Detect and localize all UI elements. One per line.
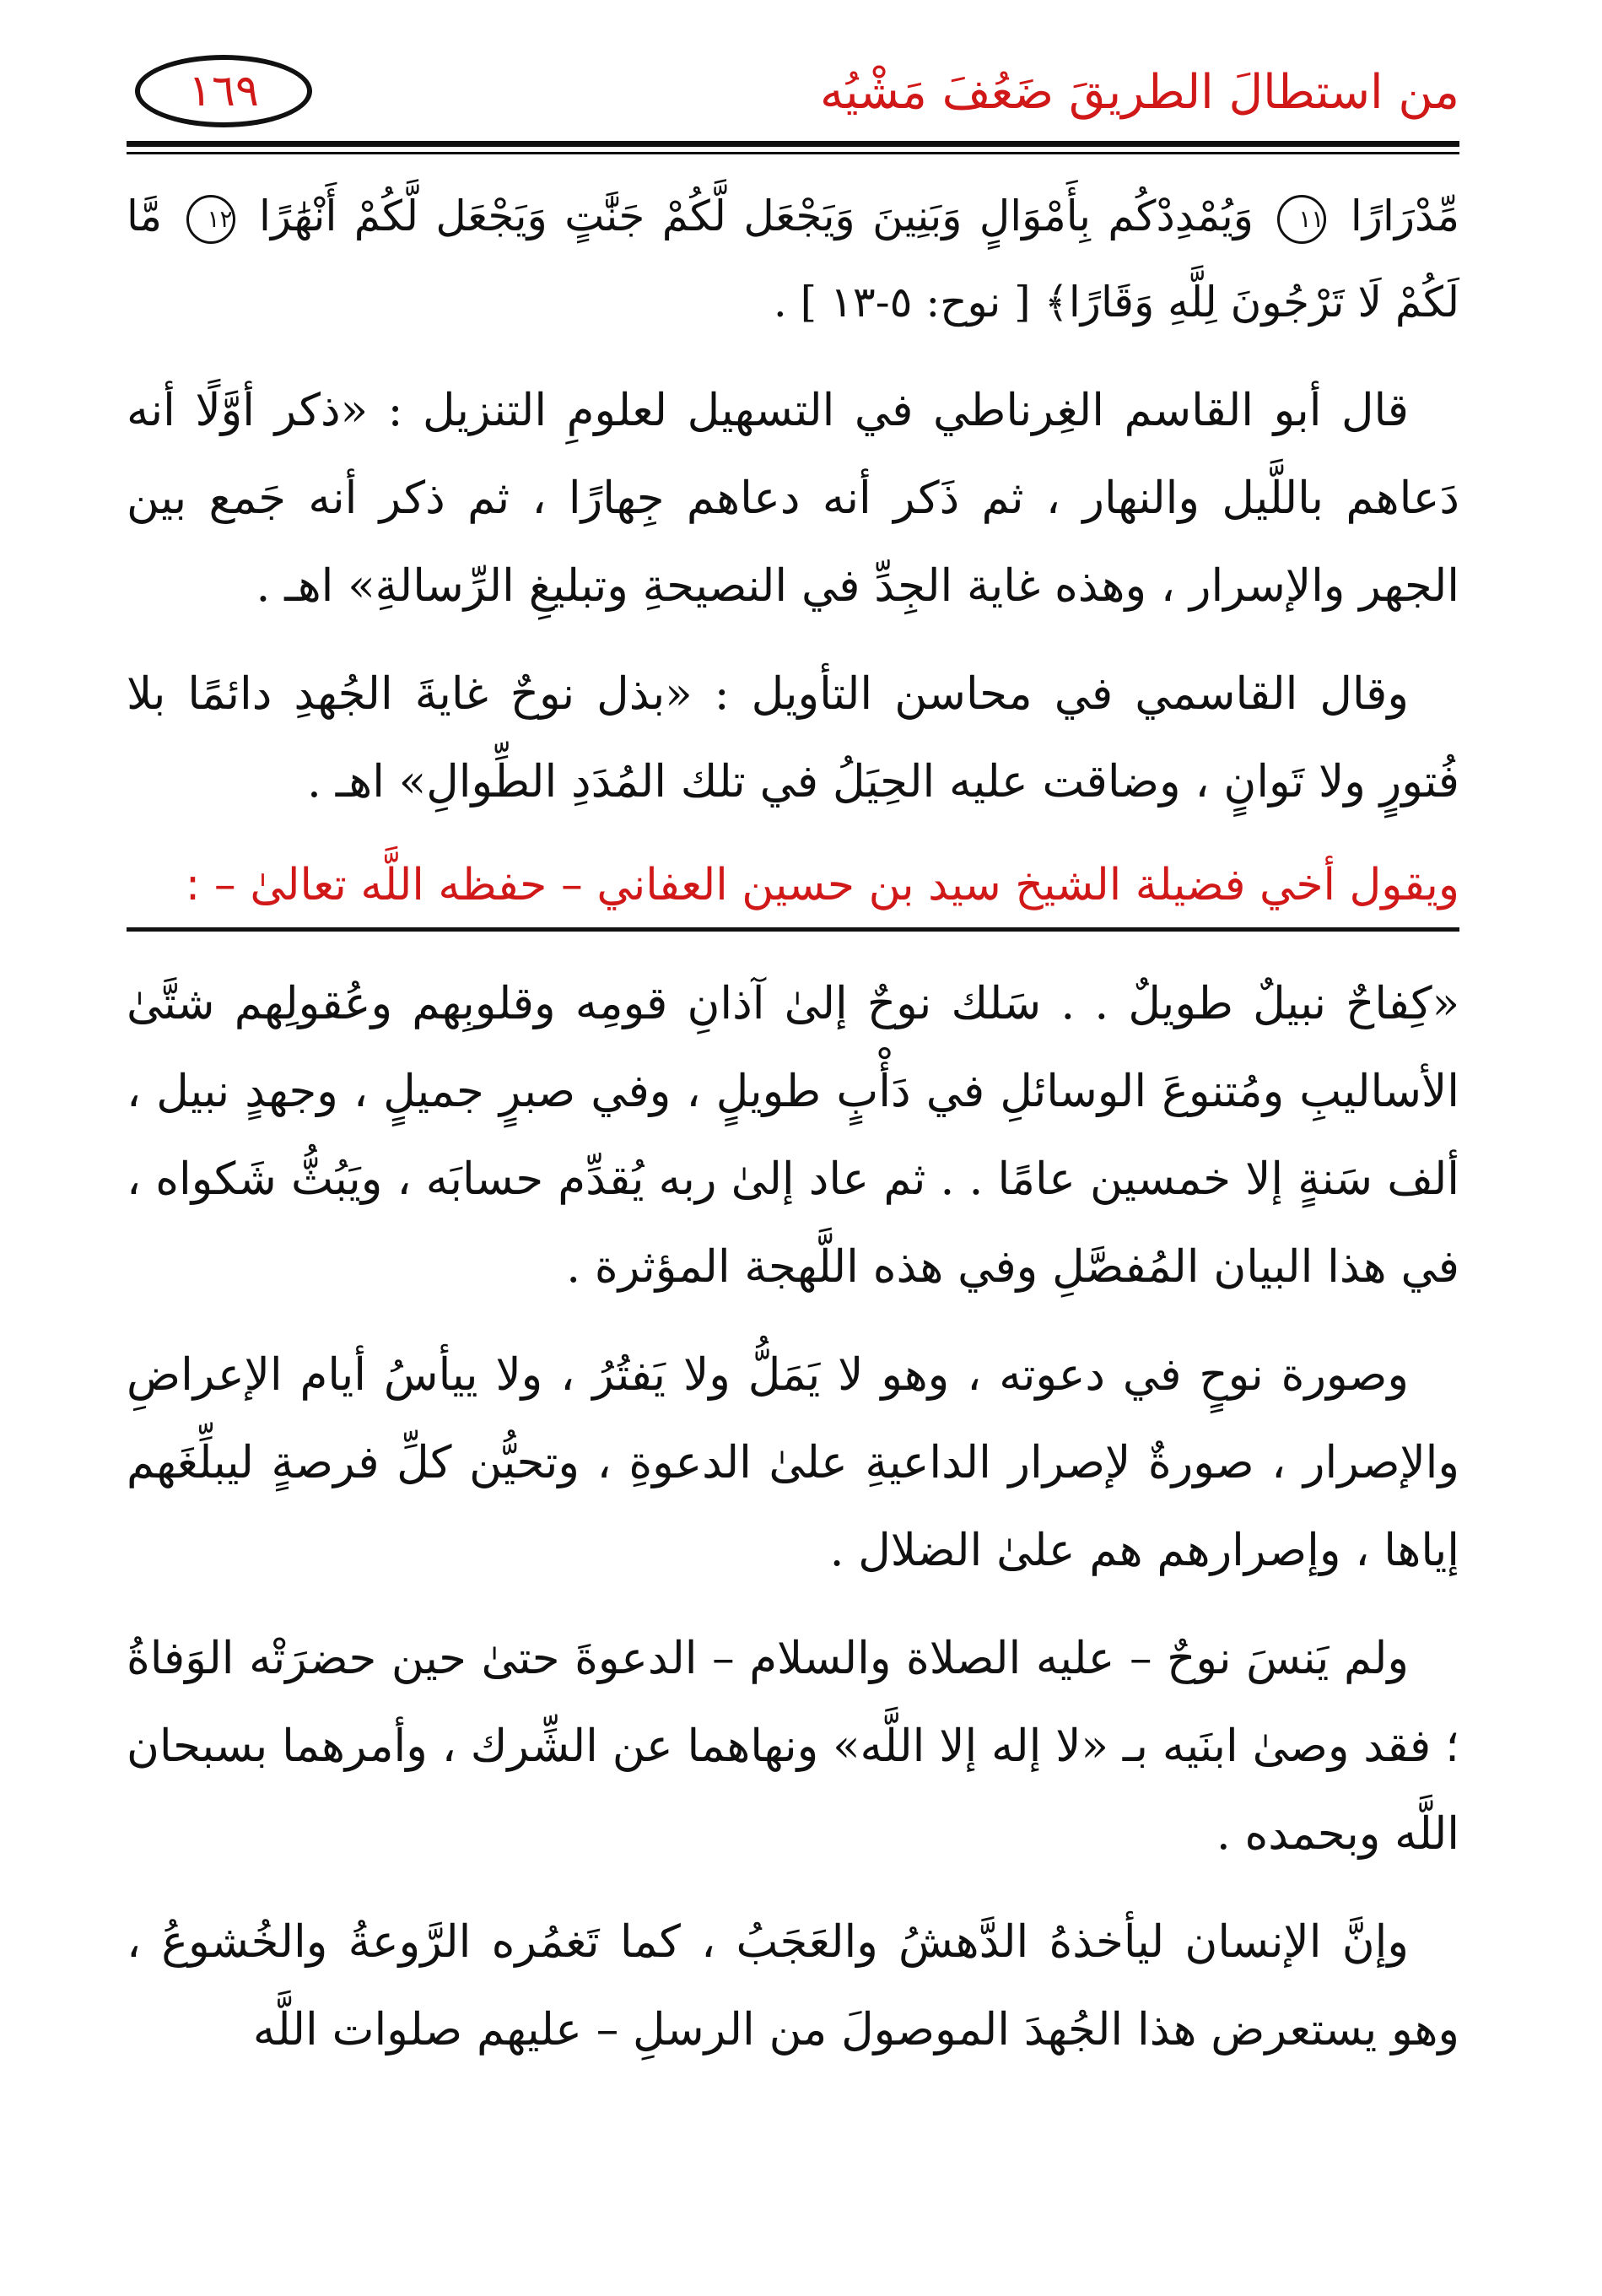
verse-number-mark: ١١: [1277, 195, 1326, 244]
running-title: من استطالَ الطريقَ ضَعُفَ مَشْيُه: [819, 65, 1459, 120]
quran-text-part3: مَّا لَكُمْ لَا تَرْجُونَ لِلَّهِ وَقَارًا﴾: [127, 192, 1459, 327]
verse-number-mark: ١٢: [186, 195, 235, 244]
section-heading: ويقول أخي فضيلة الشيخ سيد بن حسين العفاني – حفظه اللَّه تعالىٰ – :: [185, 860, 1459, 910]
paragraph-noah-image: وصورة نوحٍ في دعوته ، وهو لا يَمَلُّ ولا يَفتُرُ ، ولا ييأسُ أيام الإعراضِ والإصرار ، صورةٌ لإصرار الداعيةِ علىٰ الدعوةِ ، وتحيُّن كلِّ فرصةٍ ليبلِّغَهم إياها ، وإصرارهم هم علىٰ الضلال .: [127, 1349, 1460, 1576]
paragraph-quote-start: «كِفاحٌ نبيلٌ طويلٌ . . سَلك نوحٌ إلىٰ آذانِ قومِه وقلوبِهم وعُقولِهم شتَّىٰ الأساليبِ ومُتنوعَ الوسائلِ في دَأْبٍ طويلٍ ، وفي صبرٍ جميلٍ ، وجهدٍ نبيل ، ألف سَنةٍ إلا خمسين عامًا . . ثم عاد إلىٰ ربه يُقدِّم حسابَه ، ويَبُثُّ شَكواه ، في هذا البيان المُفصَّلِ وفي هذه اللَّهجة المؤثرة .: [127, 978, 1459, 1293]
section-heading-rule: [127, 927, 1459, 932]
header-rule-thin: [127, 152, 1459, 154]
page-content: [127, 173, 1459, 2094]
page-header: [127, 46, 1459, 148]
paragraph-qasimi: وقال القاسمي في محاسن التأويل : «بذل نوحٌ غايةَ الجُهدِ دائمًا بلا فُتورٍ ولا تَوانٍ ، وضاقت عليه الحِيَلُ في تلك المُدَدِ الطِّوالِ» اهـ .: [127, 668, 1459, 808]
page-number-oval: [135, 55, 312, 127]
quran-citation: [ نوح: ٥-١٣ ] .: [773, 278, 1031, 327]
book-page: [127, 46, 1459, 2257]
page-number: ١٦٩: [188, 66, 259, 116]
paragraph-awe: وإنَّ الإنسان ليأخذهُ الدَّهشُ والعَجَبُ ، كما تَغمُره الرَّوعةُ والخُشوعُ ، وهو يستعرض هذا الجُهدَ الموصولَ من الرسلِ – عليهم صلوات اللَّه: [127, 1916, 1459, 2056]
paragraph-gharnati: قال أبو القاسم الغِرناطي في التسهيل لعلومِ التنزيل : «ذكر أوَّلًا أنه دَعاهم باللَّيل والنهار ، ثم ذَكر أنه دعاهم جِهارًا ، ثم ذكر أنه جَمع بين الجهر والإسرار ، وهذه غاية الجِدِّ في النصيحةِ وتبليغِ الرِّسالةِ» اهـ .: [127, 385, 1459, 612]
quran-verse-continuation: [127, 173, 1459, 345]
quran-text-part1: مِّدْرَارًا: [1350, 192, 1460, 240]
header-rule-thick: [127, 141, 1459, 147]
quran-text-part2: وَيُمْدِدْكُم بِأَمْوَالٍ وَبَنِينَ وَيَجْعَل لَّكُمْ جَنَّٰتٍ وَيَجْعَل لَّكُمْ أَنْهَٰرًا: [259, 192, 1254, 240]
paragraph-noah-death: ولم يَنسَ نوحٌ – عليه الصلاة والسلام – الدعوةَ حتىٰ حين حضرَتْه الوَفاةُ ؛ فقد وصىٰ ابنَيه بـ «لا إله إلا اللَّه» ونهاهما عن الشِّرك ، وأمرهما بسبحان اللَّه وبحمده .: [127, 1633, 1459, 1860]
